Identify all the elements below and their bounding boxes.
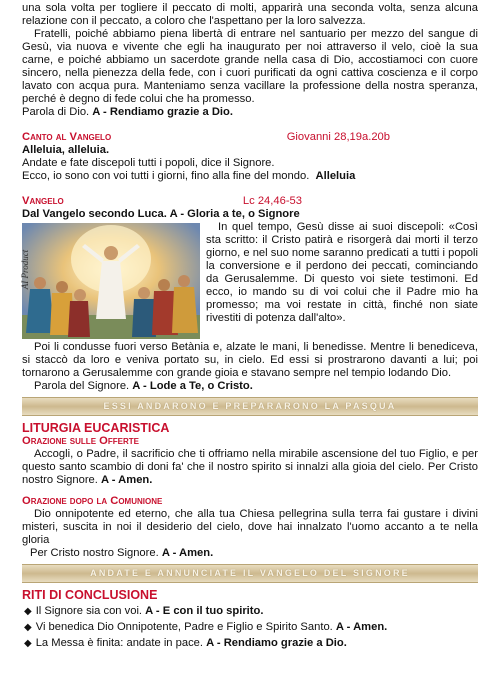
rite-text: Vi benedica Dio Onnipotente, Padre e Figlio e Spirito Santo. [35, 621, 333, 633]
reading-paragraph: Fratelli, poiché abbiamo piena libertà di entrare nel santuario per mezzo del sangue di Gesù, via nuova e vivente che egli ha inaugurato per noi attraverso il velo, cioè la sua carne, e poiché abbiamo un sacerdote grande nella casa di Dio, accostiamoci con cuore sincero, nella pienezza della fede, con i cuori purificati da ogni cattiva coscienza e il corpo lavato con acqua pura. Manteniamo senza vacillare la professione della nostra speranza, perché è degno di fede colui che ha promesso. [22, 28, 478, 105]
gospel-closing-text: Parola del Signore. [34, 380, 130, 392]
list-item [22, 637, 478, 650]
liturgia-title: LITURGIA EUCARISTICA [22, 421, 170, 435]
gospel-text-2: Poi li condusse fuori verso Betània e, alzate le mani, li benedisse. Mentre li benediceva, si staccò da loro e veniva portato su, in cielo. Ed essi si prostrarono davanti a lui; poi tornarono a Gerusalemme con grande gioia e stavano sempre nel tempio lodando Dio. [22, 341, 478, 379]
vangelo-announce [22, 208, 478, 221]
diamond-bullet-icon: ◆ [24, 606, 32, 617]
rite-response: A - Amen. [335, 621, 388, 633]
vangelo-reference: Lc 24,46-53 [242, 195, 302, 207]
offerte-prayer: Accogli, o Padre, il sacrificio che ti offriamo nella mirabile ascensione del tuo Figlio, e per questo santo scambio di doni fa' che il nostro spirito si innalzi alla gioia del cielo. Per Cristo nostro Signore. [22, 448, 478, 486]
gospel-closing [22, 380, 478, 393]
reading-continuation: una sola volta per togliere il peccato di molti, apparirà una seconda volta, senza alcuna relazione con il peccato, a coloro che l'aspettano per la loro salvezza. [22, 2, 478, 27]
offerte-title: Orazione sulle Offerte [22, 435, 139, 447]
canto-title: Canto al Vangelo [22, 131, 112, 143]
closing-response: A - Rendiamo grazie a Dio. [92, 106, 233, 118]
reading-closing [22, 106, 478, 119]
canto-alleluia-end: Alleluia [315, 170, 356, 182]
rite-text: Il Signore sia con voi. [35, 605, 143, 617]
ascension-illustration [22, 223, 200, 339]
canto-line-2-text: Ecco, io sono con voi tutti i giorni, fino alla fine del mondo. [22, 170, 310, 182]
comunione-closing-text: Per Cristo nostro Signore. [30, 547, 159, 559]
page [22, 2, 478, 653]
image-credit: AI Product [20, 249, 31, 290]
banner-vangelo: ANDATE E ANNUNCIATE IL VANGELO DEL SIGNORE [22, 564, 478, 583]
riti-list [22, 605, 478, 650]
canto-line-2 [22, 170, 478, 183]
closing-text: Parola di Dio. [22, 106, 90, 118]
rite-text: La Messa è finita: andate in pace. [35, 637, 204, 649]
canto-header [22, 131, 478, 144]
comunione-closing [22, 547, 478, 560]
vangelo-header [22, 195, 478, 208]
diamond-bullet-icon: ◆ [24, 622, 32, 633]
rite-response: A - E con il tuo spirito. [145, 605, 264, 617]
gospel-closing-response: A - Lode a Te, o Cristo. [132, 380, 253, 392]
rite-response: A - Rendiamo grazie a Dio. [206, 637, 347, 649]
canto-alleluia: Alleluia, alleluia. [22, 144, 110, 156]
vangelo-title: Vangelo [22, 195, 64, 207]
comunione-response: A - Amen. [161, 547, 214, 559]
list-item [22, 605, 478, 618]
comunione-text: Dio onnipotente ed eterno, che alla tua Chiesa pellegrina sulla terra fai gustare i divini misteri, suscita in noi il desiderio del cielo, dove hai innalzato l'uomo accanto a te nella gloria [22, 508, 478, 546]
offerte-response: A - Amen. [100, 474, 153, 486]
canto-line-1: Andate e fate discepoli tutti i popoli, dice il Signore. [22, 157, 275, 169]
canto-reference: Giovanni 28,19a.20b [286, 131, 390, 143]
announce-text: Dal Vangelo secondo Luca. [22, 208, 167, 220]
list-item [22, 621, 478, 634]
banner-pasqua: ESSI ANDARONO E PREPARARONO LA PASQUA [22, 397, 478, 416]
riti-title: RITI DI CONCLUSIONE [22, 588, 158, 602]
offerte-text [22, 448, 478, 487]
comunione-title: Orazione dopo la Comunione [22, 495, 163, 507]
diamond-bullet-icon: ◆ [24, 638, 32, 649]
announce-response: A - Gloria a te, o Signore [169, 208, 300, 220]
ascension-image [22, 223, 200, 339]
gospel-text-1: In quel tempo, Gesù disse ai suoi discepoli: «Così sta scritto: il Cristo patirà e risorgerà dai morti il terzo giorno, e nel suo nome saranno predicati a tutti i popoli la conversione e il perdono dei peccati, cominciando da Gerusalemme. Di questo voi siete testimoni. Ed ecco, io mando su di voi colui che il Padre mio ha promesso; ma voi restate in città, finché non siate rivestiti di potenza dall'alto». [206, 221, 478, 324]
